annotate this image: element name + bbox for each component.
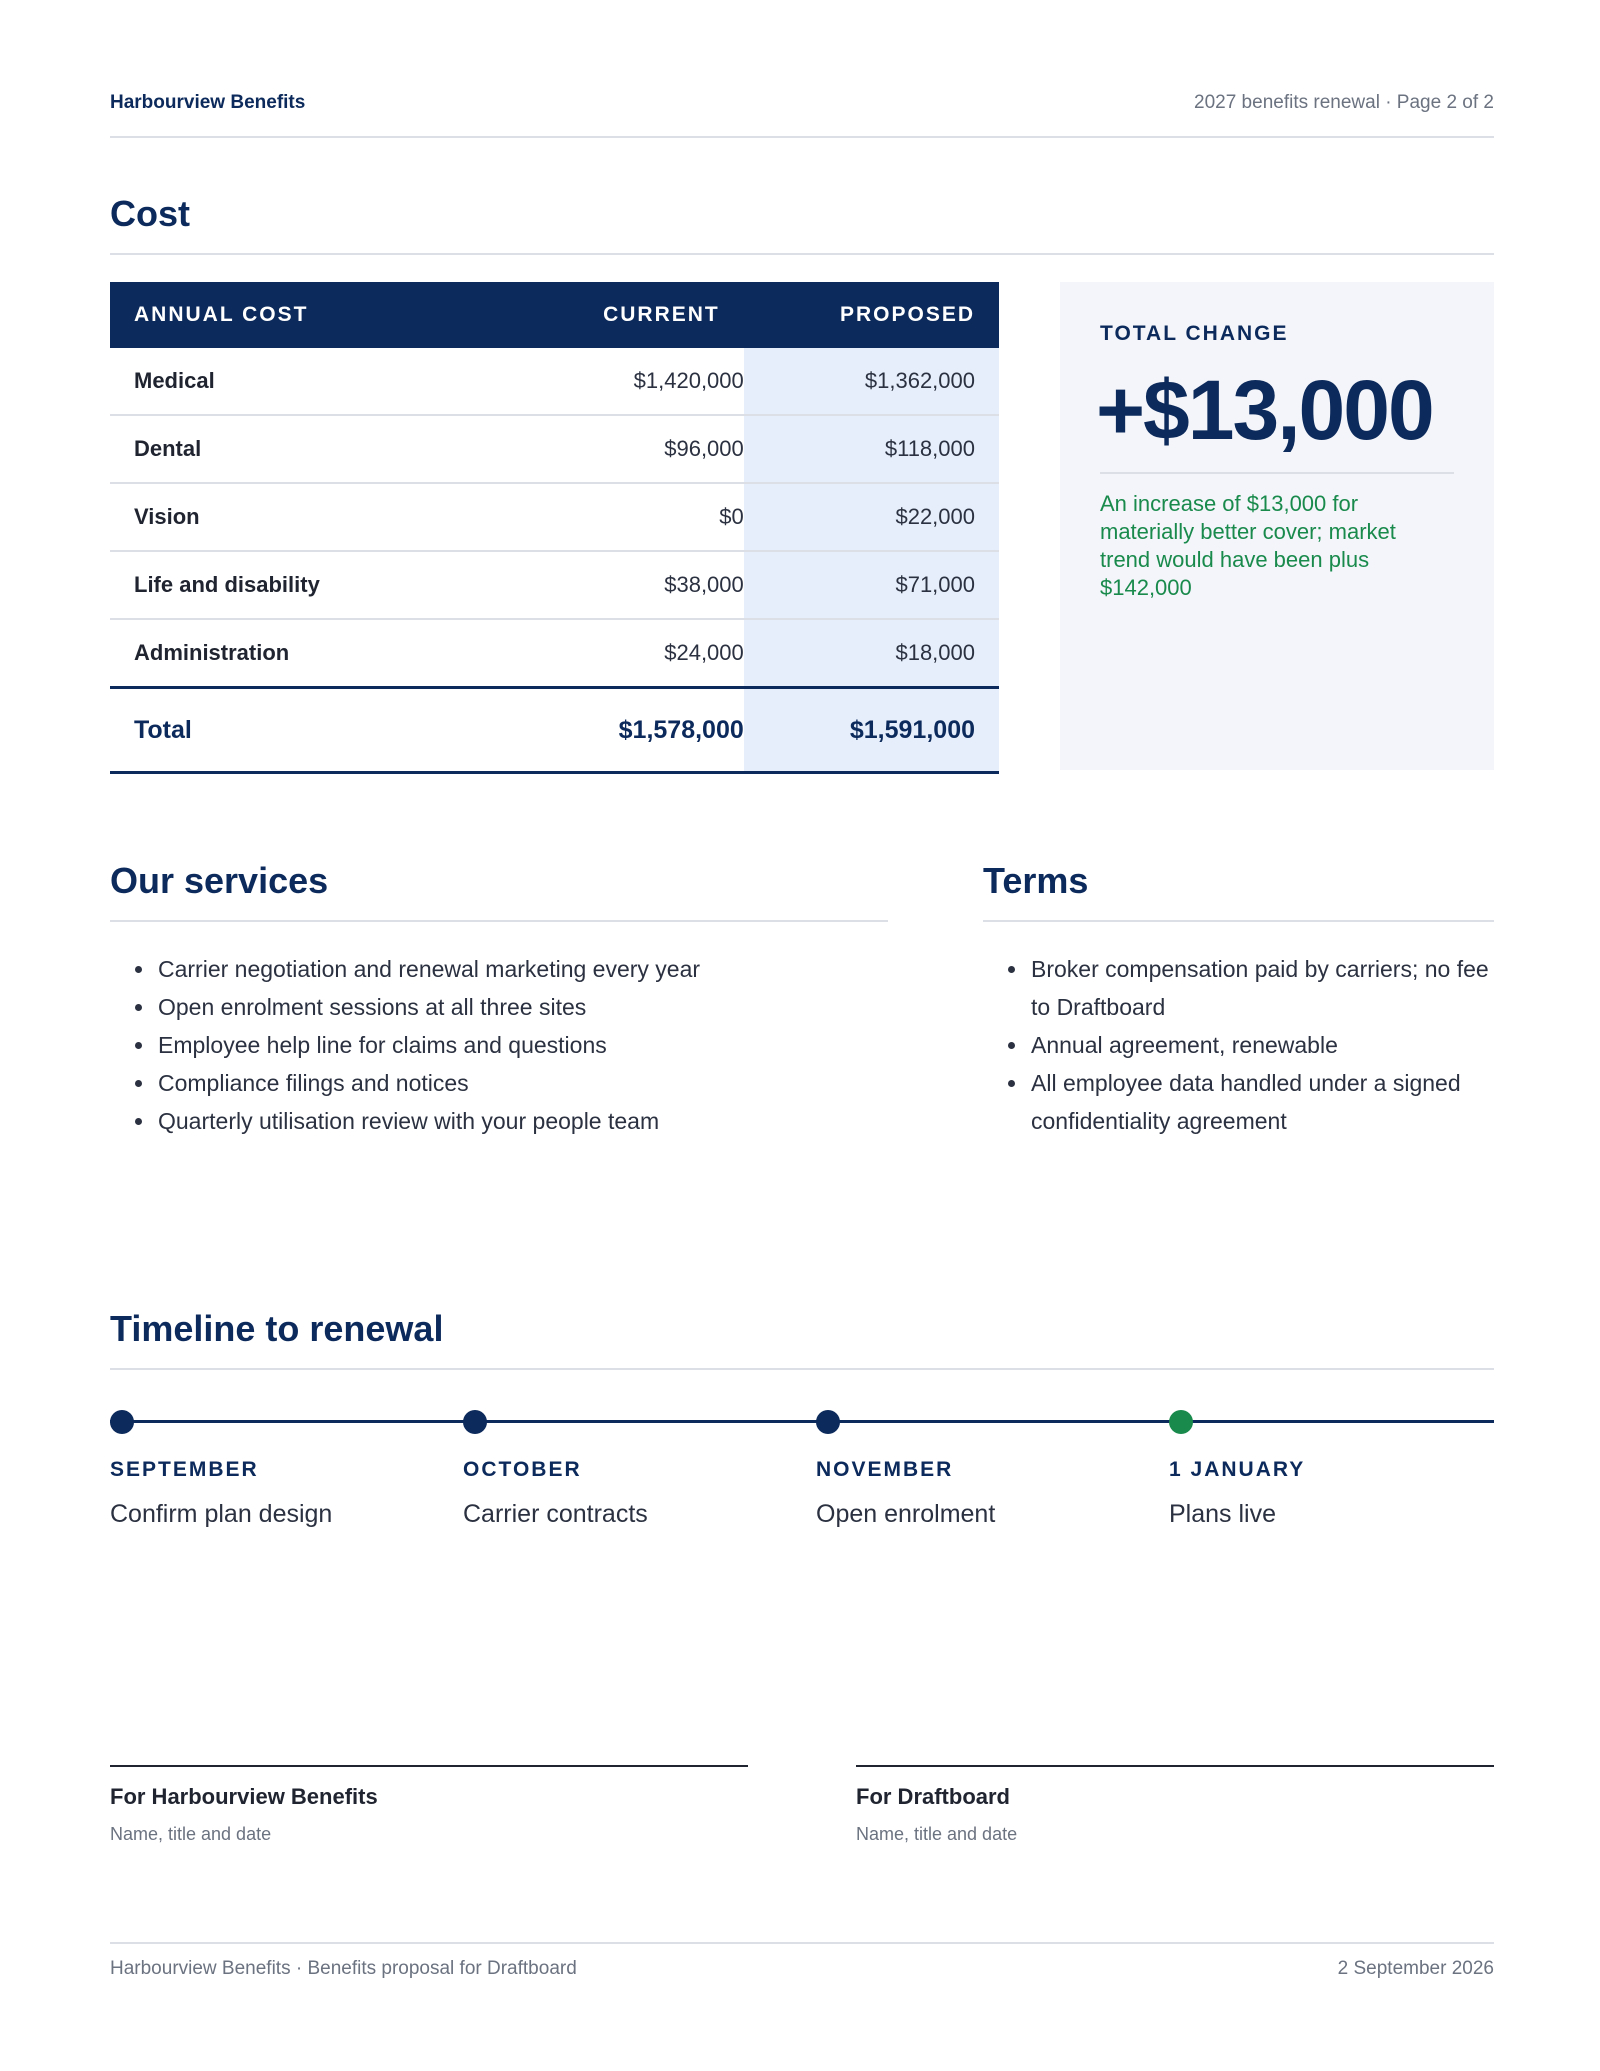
row-proposed: $22,000 [744, 483, 999, 551]
timeline-dot [816, 1410, 840, 1434]
total-current: $1,578,000 [500, 688, 744, 773]
table-row [110, 415, 999, 483]
cost-rule [110, 253, 1494, 255]
list-item: • Compliance filings and notices [156, 1064, 896, 1102]
services-title: Our services [110, 860, 329, 901]
signature-title: For Draftboard [856, 1784, 1010, 1809]
footer-date: 2 September 2026 [1337, 1958, 1494, 1979]
timeline-desc: Confirm plan design [110, 1500, 333, 1528]
header-page-info: 2027 benefits renewal · Page 2 of 2 [1194, 92, 1494, 113]
row-proposed: $118,000 [744, 415, 999, 483]
row-label: Administration [134, 640, 290, 665]
list-item: • All employee data handled under a signed confidentiality agreement [1029, 1064, 1509, 1140]
timeline-title: Timeline to renewal [110, 1308, 444, 1349]
timeline-desc: Carrier contracts [463, 1500, 648, 1528]
list-item: • Broker compensation paid by carriers; no fee to Draftboard [1029, 950, 1509, 1026]
col-proposed: PROPOSED [744, 282, 999, 348]
footer-rule [110, 1942, 1494, 1944]
terms-list [983, 950, 1509, 1140]
table-row [110, 348, 999, 415]
footer-left: Harbourview Benefits · Benefits proposal for Draftboard [110, 1958, 577, 1979]
row-proposed: $18,000 [744, 619, 999, 688]
total-change-card [1060, 282, 1494, 770]
col-current: CURRENT [500, 282, 744, 348]
row-label: Medical [110, 348, 500, 415]
timeline-desc: Plans live [1169, 1500, 1276, 1528]
row-label: Vision [110, 483, 500, 551]
row-current: $1,420,000 [500, 348, 744, 415]
terms-rule [983, 920, 1494, 922]
row-proposed: $1,362,000 [744, 348, 999, 415]
timeline-month: OCTOBER [463, 1458, 582, 1481]
cost-title: Cost [110, 193, 190, 234]
document-page [110, 0, 1494, 2071]
total-change-rule [1100, 472, 1454, 474]
timeline-month: SEPTEMBER [110, 1458, 259, 1481]
services-rule [110, 920, 888, 922]
timeline-rule [110, 1368, 1494, 1370]
timeline-month: 1 JANUARY [1169, 1458, 1306, 1481]
total-change-label: TOTAL CHANGE [1100, 322, 1289, 345]
row-label: Dental [110, 415, 500, 483]
list-item: • Employee help line for claims and questions [156, 1026, 896, 1064]
timeline-month: NOVEMBER [816, 1458, 954, 1481]
total-change-value: +$13,000 [1096, 363, 1433, 457]
list-item: • Quarterly utilisation review with your people team [156, 1102, 896, 1140]
cost-table [110, 282, 999, 774]
total-change-note: An increase of $13,000 for materially better cover; market trend would have been plus $142,000 [1100, 491, 1396, 600]
row-label: Life and disability [110, 551, 500, 619]
row-proposed: $71,000 [744, 551, 999, 619]
timeline-dot [110, 1410, 134, 1434]
row-current: $0 [500, 483, 744, 551]
table-row [110, 483, 999, 551]
timeline-desc: Open enrolment [816, 1500, 996, 1528]
terms-title: Terms [983, 860, 1089, 901]
row-current: $38,000 [500, 551, 744, 619]
timeline-dot-final [1169, 1410, 1193, 1434]
total-proposed: $1,591,000 [744, 688, 999, 773]
header-brand: Harbourview Benefits [110, 92, 306, 113]
table-row [110, 551, 999, 619]
list-item: • Annual agreement, renewable [1029, 1026, 1509, 1064]
signature-sub: Name, title and date [110, 1824, 272, 1844]
signature-title: For Harbourview Benefits [110, 1784, 378, 1809]
services-list [110, 950, 896, 1140]
row-current: $24,000 [664, 640, 744, 665]
page-header [110, 90, 1494, 138]
timeline-dot [463, 1410, 487, 1434]
row-current: $96,000 [500, 415, 744, 483]
total-label: Total [110, 688, 500, 773]
total-row [110, 688, 999, 773]
col-annual-cost: ANNUAL COST [110, 282, 500, 348]
cost-table-header [110, 282, 999, 348]
list-item: • Open enrolment sessions at all three sites [156, 988, 896, 1026]
list-item: • Carrier negotiation and renewal marketing every year [156, 950, 896, 988]
signature-line [110, 1765, 748, 1767]
signature-sub: Name, title and date [856, 1824, 1018, 1844]
timeline-track [110, 1420, 1494, 1423]
table-row [110, 619, 999, 688]
signature-line [856, 1765, 1494, 1767]
